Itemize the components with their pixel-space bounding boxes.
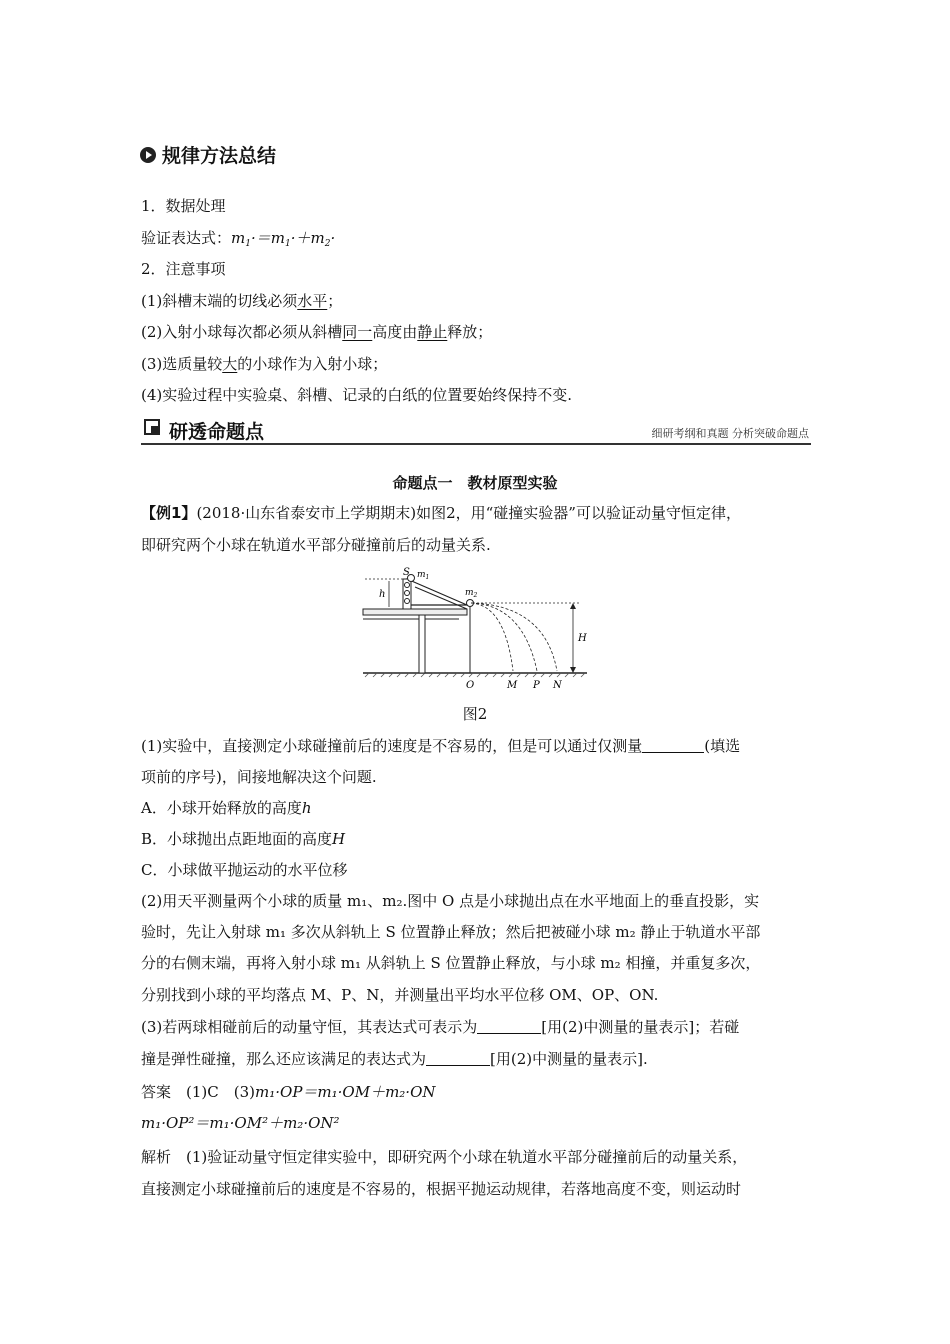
option-c: C．小球做平抛运动的水平位移	[141, 861, 348, 879]
question-2-line-4: 分别找到小球的平均落点 M、P、N，并测量出平均水平位移 OM、OP、ON.	[141, 986, 659, 1004]
example-line-2: 即研究两个小球在轨道水平部分碰撞前后的动量关系.	[141, 536, 491, 554]
note-2-mid: 高度由	[372, 323, 418, 341]
table-leg	[419, 615, 425, 673]
analysis-label: 解析	[141, 1148, 172, 1166]
stand-hole-3	[405, 599, 410, 604]
question-3-line-1	[141, 1017, 739, 1037]
note-3-underlined: 大	[222, 355, 238, 373]
label-M: M	[507, 680, 518, 691]
H-arrow-head-bottom	[570, 667, 576, 673]
answer-equation-2: m₁·OP²＝m₁·OM²＋m₂·ON²	[141, 1114, 340, 1132]
label-N: N	[553, 680, 562, 691]
label-m1: $m_1$	[417, 570, 430, 581]
note-2-underlined-1: 同一	[342, 323, 373, 341]
question-3-line-2	[141, 1049, 648, 1069]
label-H: H	[578, 633, 587, 644]
option-a-var: h	[301, 799, 312, 817]
answer-equation-1: m₁·OP＝m₁·OM＋m₂·ON	[255, 1083, 436, 1101]
table-top	[363, 609, 467, 615]
analysis-text-1: (1)验证动量守恒定律实验中，即研究两个小球在轨道水平部分碰撞前后的动量关系，	[186, 1148, 748, 1166]
formula-line	[141, 228, 335, 254]
option-b-var: H	[332, 830, 346, 848]
answer-blank-1	[642, 738, 704, 753]
note-2-suffix: 释放；	[447, 323, 493, 341]
rule-item-2: 2．注意事项	[141, 260, 226, 278]
label-P: P	[533, 680, 540, 691]
question-2-line-2: 验时，先让入射球 m₁ 多次从斜轨上 S 位置静止释放；然后把被碰小球 m₂ 静止于轨道水平部	[141, 923, 761, 941]
option-b-text: B．小球抛出点距地面的高度	[141, 830, 333, 848]
formula-label: 验证表达式：	[141, 229, 232, 247]
answer-label: 答案	[141, 1083, 172, 1101]
answer-line	[141, 1082, 436, 1102]
rule-item-1: 1．数据处理	[141, 197, 226, 215]
question-1-line-1	[141, 736, 740, 756]
note-1-underlined: 水平	[297, 292, 328, 310]
trajectory-N	[471, 603, 557, 671]
note-2-underlined-2: 静止	[417, 323, 448, 341]
label-S: S	[403, 567, 410, 578]
q1-text: (1)实验中，直接测定小球碰撞前后的速度是不容易的，但是可以通过仅测量	[141, 737, 643, 755]
label-m2: $m_2$	[465, 588, 478, 599]
square-icon	[144, 419, 160, 435]
note-1-text: (1)斜槽末端的切线必须	[141, 292, 298, 310]
question-2-line-1: (2)用天平测量两个小球的质量 m₁、m₂.图中 O 点是小球抛出点在水平地面上的垂直投影，实	[141, 892, 760, 910]
option-a-text: A．小球开始释放的高度	[141, 799, 302, 817]
topic-banner	[141, 415, 811, 445]
note-2	[141, 322, 492, 342]
inclined-chute	[407, 579, 467, 605]
q3-text-d: [用(2)中测量的量表示].	[490, 1050, 648, 1068]
trajectory-P	[471, 603, 537, 671]
label-h: h	[379, 589, 386, 600]
play-circle-icon	[140, 147, 156, 163]
figure-caption: 图2	[462, 705, 488, 723]
option-a	[141, 798, 312, 818]
note-4: (4)实验过程中实验桌、斜槽、记录的白纸的位置要始终保持不变.	[141, 386, 573, 404]
note-3-suffix: 的小球作为入射小球；	[237, 355, 388, 373]
section-header	[140, 141, 276, 168]
H-arrow-head-top	[570, 603, 576, 609]
q3-text-c: 撞是弹性碰撞，那么还应该满足的表达式为	[141, 1050, 427, 1068]
answer-blank-2	[477, 1019, 541, 1034]
stand-hole-1	[405, 583, 410, 588]
question-1-line-2: 项前的序号)，间接地解决这个问题.	[141, 768, 377, 786]
analysis-line-1	[141, 1147, 747, 1167]
stand-hole-2	[405, 591, 410, 596]
answer-blank-3	[426, 1051, 490, 1066]
note-2-text: (2)入射小球每次都必须从斜槽	[141, 323, 343, 341]
q3-text-b: [用(2)中测量的量表示]；若碰	[541, 1018, 740, 1036]
note-1-suffix: ；	[327, 292, 343, 310]
collision-apparatus-figure	[355, 565, 595, 695]
note-3	[141, 354, 387, 374]
banner-subtitle: 细研考纲和真题 分析突破命题点	[651, 427, 809, 440]
formula-expression: $m_1\cdot=m_1\cdot+m_2\cdot$	[231, 229, 336, 249]
note-3-text: (3)选质量较	[141, 355, 223, 373]
question-2-line-3: 分的右侧末端，再将入射小球 m₁ 从斜轨上 S 位置静止释放，与小球 m₂ 相撞，并重复多次，	[141, 954, 761, 972]
banner-title: 研透命题点	[169, 421, 265, 443]
example-tag: 【例1】	[141, 504, 197, 522]
example-line-1	[141, 503, 741, 523]
topic-title: 命题点一 教材原型实验	[392, 474, 558, 492]
q3-text-a: (3)若两球相碰前后的动量守恒，其表达式可表示为	[141, 1018, 478, 1036]
analysis-line-2: 直接测定小球碰撞前后的速度是不容易的，根据平抛运动规律，若落地高度不变，则运动时	[141, 1180, 742, 1198]
trajectory-M	[471, 603, 513, 671]
answer-part1: (1)C (3)	[186, 1083, 256, 1101]
example-text-1: (2018·山东省泰安市上学期期末)如图2，用“碰撞实验器”可以验证动量守恒定律，	[196, 504, 741, 522]
section-header-text: 规律方法总结	[162, 145, 277, 167]
option-b	[141, 829, 345, 849]
note-1	[141, 291, 342, 311]
label-O: O	[466, 680, 475, 691]
q1-text-end: (填选	[704, 737, 741, 755]
